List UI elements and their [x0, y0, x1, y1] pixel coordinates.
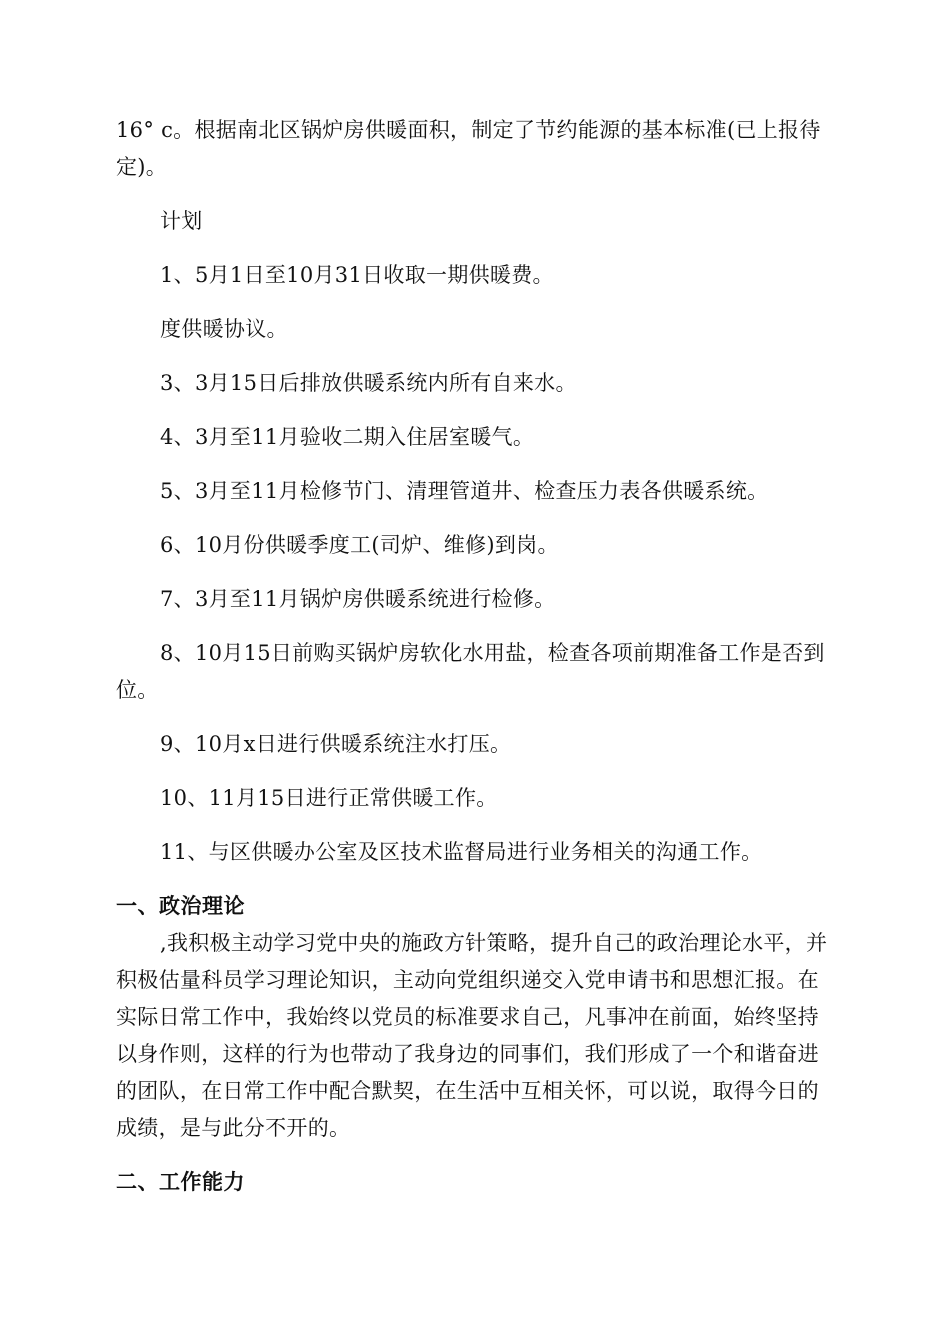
section-paragraph-politics: ,我积极主动学习党中央的施政方针策略，提升自己的政治理论水平，并积极估量科员学习理论知识，主动向党组织递交入党申请书和思想汇报。在实际日常工作中，我始终以党员的标准要求自己，凡事冲在前面，始终坚持以身作则，这样的行为也带动了我身边的同事们，我们形成了一个和谐奋进的团队，在日常工作中配合默契，在生活中互相关怀，可以说，取得今日的成绩，是与此分不开的。	[116, 931, 828, 1140]
plan-item: 7、3月至11月锅炉房供暖系统进行检修。	[160, 587, 556, 611]
plan-item: 3、3月15日后排放供暖系统内所有自来水。	[160, 371, 577, 395]
plan-item: 6、10月份供暖季度工(司炉、维修)到岗。	[160, 533, 559, 557]
section-heading-politics: 一、政治理论	[116, 894, 245, 918]
intro-paragraph: 16° c。根据南北区锅炉房供暖面积，制定了节约能源的基本标准(已上报待定)。	[116, 118, 821, 179]
plan-item: 9、10月x日进行供暖系统注水打压。	[160, 732, 512, 756]
plan-item: 1、5月1日至10月31日收取一期供暖费。	[160, 263, 554, 287]
plan-item: 5、3月至11月检修节门、清理管道井、检查压力表各供暖系统。	[160, 479, 769, 503]
section-heading-work-ability: 二、工作能力	[116, 1170, 245, 1194]
plan-item: 4、3月至11月验收二期入住居室暖气。	[160, 425, 535, 449]
plan-item: 度供暖协议。	[160, 317, 288, 341]
plan-item: 11、与区供暖办公室及区技术监督局进行业务相关的沟通工作。	[160, 840, 763, 864]
plan-label: 计划	[160, 209, 203, 233]
plan-item: 8、10月15日前购买锅炉房软化水用盐，检查各项前期准备工作是否到位。	[116, 641, 825, 702]
plan-item: 10、11月15日进行正常供暖工作。	[160, 786, 498, 810]
document-page	[116, 112, 836, 1201]
